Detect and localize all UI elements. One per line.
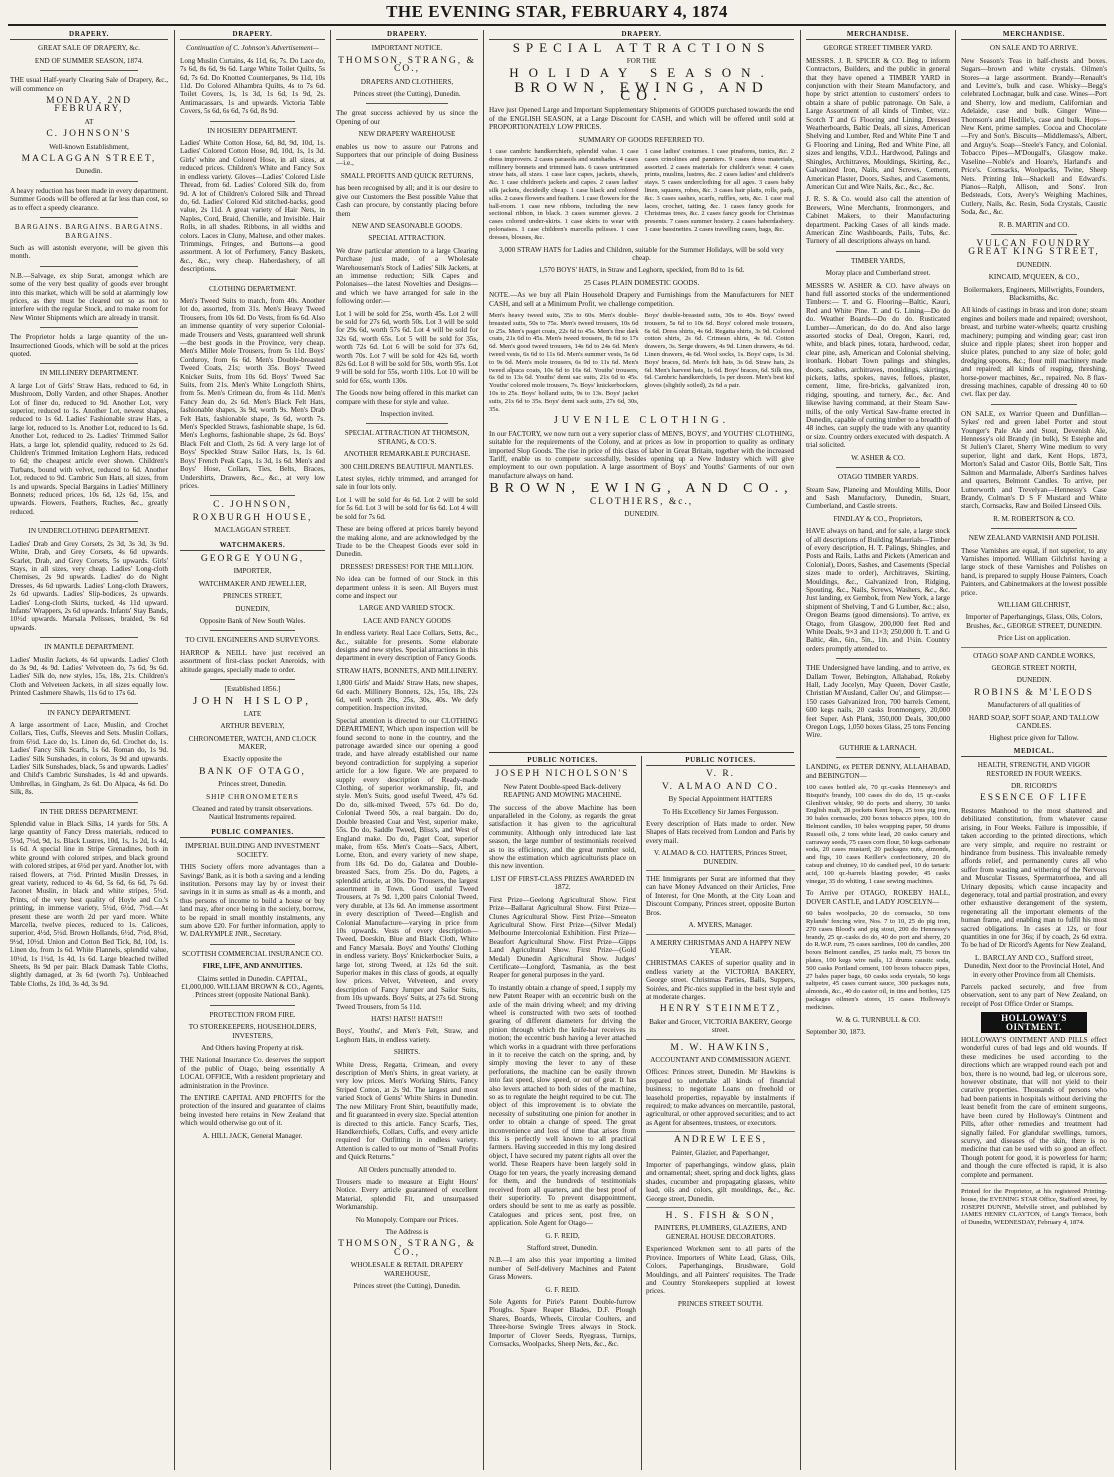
- ad-text: HARROP & NEILL have just received an assortment of first-class pocket Aneroids, with altitude gauges, specially made to order.: [180, 648, 325, 674]
- column-rule: [174, 30, 175, 1470]
- ad-text: 1,800 Girls' and Maids' Straw Hats, new shapes, 6d each. Millinery Bonnets, 12s, 15s, 18s, 22s 6d, well worth 20s, 25s, 30s, 40s. We defy competition. Inspection invited.: [336, 679, 478, 713]
- column-4: [489, 756, 636, 1470]
- ad-text: Moray place and Cumberland street.: [825, 269, 931, 278]
- ad-text: Boilermakers, Engineers, Millwrights, Founders, Blacksmiths, &c.: [963, 285, 1105, 302]
- ad-text: Every description of Hats made to order. New Shapes of Hats received from London and Paris by every mail.: [646, 820, 795, 845]
- ad-firm: VULCAN FOUNDRY GREAT KING STREET,: [968, 238, 1100, 258]
- column-3: [336, 30, 478, 1470]
- column-rule: [330, 30, 331, 1470]
- ad-text: To His Excellency Sir James Fergusson.: [662, 807, 779, 816]
- ad-heading: BARGAINS. BARGAINS. BARGAINS. BARGAINS.: [14, 223, 164, 240]
- ad-text: PAINTERS, PLUMBERS, GLAZIERS, AND GENERAL HOUSE DECORATORS.: [654, 1224, 787, 1241]
- column-rule: [800, 30, 801, 1470]
- ad-heading: GEORGE STREET TIMBER YARD.: [823, 44, 933, 53]
- royal-cipher: V. R.: [705, 769, 736, 780]
- ad-text: Manufacturers of all qualities of: [987, 701, 1081, 710]
- ad-text: Ladies' Muslin Jackets, 4s 6d upwards. Ladies' Cloth do 3s 9d, 4s 9d. Ladies' Velveteen do, 7s 6d, 9s 6d. Ladies' Silk do, new styles, 15s, 18s, 21s. Children's Cloth and Velveteen Jackets, in all sizes equally low. Printed Cashmere Shawls, 11s 6d to 17s 6d.: [10, 655, 168, 698]
- ad-signature: W. ASHER & CO.: [851, 453, 905, 462]
- ad-heading: STRAW HATS, BONNETS, AND MILLINERY.: [336, 666, 478, 675]
- ad-heading: JUVENILE CLOTHING.: [553, 415, 730, 427]
- column-header: PUBLIC NOTICES.: [646, 756, 795, 766]
- ad-text: FOR THE: [626, 56, 657, 65]
- ad-text: Trousers made to measure at Eight Hours' Notice. Every article guaranteed of excellent Material, splendid Fit, and unsurpassed Workmanship.: [336, 1177, 478, 1212]
- column-header: PUBLIC COMPANIES.: [180, 828, 325, 838]
- ad-text: CHRONOMETER, WATCH, AND CLOCK MAKER,: [188, 734, 317, 752]
- ad-text: New Patent Double-speed Back-delivery REAPING AND MOWING MACHINE.: [503, 782, 622, 800]
- ad-text: 3,000 STRAW HATS for Ladies and Children, suitable for the Summer Holidays, will be sold very cheap.: [499, 245, 784, 263]
- ad-text: [Established 1856.]: [224, 685, 281, 693]
- ad-heading: LANDING, ex PETER DENNY, ALLAHABAD, and BEBINGTON—: [806, 763, 950, 780]
- ad-firm: C. JOHNSON,: [213, 500, 292, 511]
- section-heading: IN MILLINERY DEPARTMENT.: [39, 369, 139, 378]
- ad-firm: BROWN, EWING, AND CO.: [514, 79, 769, 105]
- column-header: MERCHANDISE.: [961, 30, 1107, 40]
- ad-text: The Address is: [385, 1227, 429, 1236]
- ad-heading: HOLIDAY SEASON.: [509, 65, 774, 81]
- ad-text: A heavy reduction has been made in every department. Summer Goods will be offered at far less than cost, so as to effect a speedy clearance.: [10, 186, 168, 212]
- ad-text: N.B.—Salvage, ex ship Surat, amongst which are some of the very best quality of goods ever brought into this market, which will be sold at alarmingly low prices, as they must be cleared out so as not to interfere with the regular Stock, and to make room for New Winter Shipments which are already in transit.: [10, 271, 168, 322]
- section-rule: [489, 752, 794, 753]
- ad-text: Princes street (the Cutting), Dunedin.: [353, 90, 461, 99]
- masthead: THE EVENING STAR, FEBRUARY 4, 1874: [386, 2, 728, 21]
- ad-text: MESSRS W. ASHER & CO. have always on hand full assorted stocks of the undermentioned Timbers:— T. and G. Flooring—Baltic, Kauri, Red and White Pine. T. and G. Lining—Do do do. Weather Boards—Do do do. Rusticated Lumber—American, do do do. And also large assorted stocks of Deal, Oregon, Kauri, red, white, and black pines, totara, hardwood, cedar, clear pine, ash, American and Colonial shelving, ironbark. Hobart Town palings and shingles, doors, sashes, architraves, mouldings, skirtings, pickets, laths, spokes, naves, felloes, plaster, cement, lime, fire-bricks, galvanized iron, ridging, spouting, and turnery, &c., &c. And likewise having command, at their Steam Saw-mills, of the only Vertical Saw-frame erected in Dunedin, capable of cutting timber to a breadth of 48 inches, can supply the trade with any quantity or size. Country orders executed with despatch. A trial solicited.: [806, 281, 950, 450]
- ad-firm: V. ALMAO AND CO.: [661, 781, 780, 792]
- ad-text: Experienced Workmen sent to all parts of the Province. Importers of White Lead, Glass, Oils, Colors, Paperhangings, Brushware, Gold Mouldings, and all Painters' requisites. The Trade and Country Storekeepers supplied at lowest prices.: [646, 1245, 795, 1296]
- ad-street: PRINCES STREET SOUTH.: [677, 1299, 764, 1308]
- ad-text: THE Undersigned have landing, and to arrive, ex Dallam Tower, Bebington, Allahabad, Rokeby Hall, Lady Jocelyn, May Queen, Dover Castle, Christian M'Ausland, Caller Ou', and Glimpse:— 150 cases Galvanized Iron, 700 barrels Cement, 600 kegs nails, 20 casks Ironmongery, 20,000 feet Super. Ash Plank, 350,000 Deals, 300,000 Oregon Logs, 1,050 boxes Glass, 25 tons Fencing Wire.: [806, 664, 950, 740]
- ad-text: L. BARCLAY AND CO., Stafford street, Dunedin, Next door to the Provincial Hotel, And in every other Province from all Chemists.: [964, 953, 1104, 979]
- ad-text: The success of the above Machine has been unparalleled in the Colony, as regards the great satisfaction it has given to the agricultural community. Although only introduced late last season, the large number of testimonials received as to its efficiency, and the great number sold, show the estimation which agriculturists place on this new invention.: [489, 803, 636, 871]
- ad-text: By Special Appointment HATTERS: [668, 795, 773, 804]
- ad-heading: 300 CHILDREN'S BEAUTIFUL MANTLES.: [340, 462, 474, 471]
- ad-text: ON SALE, ex Warrior Queen and Dunfillan—Sykes' red and green label Porter and stout Younger's Pale Ale and Stout, Devenish Ale, Hennessy's old Brandy (in bulk), St Estephe and St Julien's Claret, Sherry Wine medium to very superior, light and dark, Kent Hops, 1873, Morton's Salad and Castor Oils, Bottle Salt, Tins Salmon and Marmalade, Albert's Sardines halves and quarters, Belmont Candles. To arrive, per Lutterworth and Trevelyan—Hennessy's Case Brandy, Colman's D S F Mustard and White starch, Cornsacks, Raw and Boiled Linseed Oils.: [961, 409, 1107, 511]
- column-header: DRAPERY.: [10, 30, 168, 40]
- ad-text: A large assortment of Lace, Muslin, and Crochet Collars, Ties, Cuffs, Sleeves and Sets. Muslin Collars, from 6½d. Lace do, 1s. Linen do, 6d. Crochet do, 1s. Ladies' Fancy Silk Scarfs, 1s 6d. Roman do, 1s 9d. Ladies' Silk Sunshades, in colors, 3s 9d and upwards. Ladies' Silk Sunshades, black, 5s and upwards. Ladies' and Child's Cambric Sunshades, 1s 4d and upwards. Umbrellas, in Gingham, 2s 6d. Do Alpaca, 4s 6d. Do Silk, 8s.: [10, 721, 168, 797]
- ad-text: MESSRS. J. R. SPICER & CO. Beg to inform Contractors, Builders, and the public in general that they have opened a TIMBER YARD in conjunction with their Steam Manufactory, and hope by strict attention to customers' orders to obtain a share of public patronage. On Sale, a Large Assortment of all kinds of Timber, viz.: Scotch T and G Flooring and Lining, Dressed Weatherboards, Baltic Deals, all sizes, American Shelving and Lumber, Red and White Pine T and G Flooring and Lining, Red and White Pine, all sizes and lengths, V.D.L. Hardwood, Palings and Shingles, Architraves, Mouldings, Skirting, &c., Galvanized Iron, Nails, and Screws, Cement, American Plaster, Doors, Sashes, and Casements, American Cut and Wire Nails, &c., &c., &c.: [806, 56, 950, 191]
- ad-signature: G. F. REID,: [545, 1231, 580, 1240]
- ad-text: Such as will astonish everyone, will be given this month.: [10, 243, 168, 261]
- ad-text: No Monopoly. Compare our Prices.: [355, 1215, 459, 1224]
- ad-text: Special attention is directed to our CLOTHING DEPARTMENT, Which upon inspection will be found second to none in the country, and the patronage awarded since our opening a good trade, and have already established our name beyond contradiction for supplying a superior article for a low figure. We are prepared to supply every description of Ready-made Clothing, of superior workmanship, fit, and style. Men's Suits, good useful Tweed, 47s 6d. Do do, silk-mixed Tweed, 57s 6d. Do do, Colonial Tweed 50s, a real bargain. Do do, Double breasted Coat and Vest, superior make, 55s. Do do, Saddle Tweed, Bliss's, and West of England make. Do do, Paget Coat, superior make, from 65s. Men's Coats—Sacs, Albert, Lorne, Eton, and every variety of new shape, from 18s 6d. Do do, Galatea and Double-breasted Sacs, from 25s. Do do, Pagets, a splendid article, at 30s. Do Trousers, the largest assortment in Town. Good useful Tweed Trousers, at 7s 9d. 1,200 pairs Colonial Tweed, very durable, at 13s 6d. An immense assortment in every description of Tweed—English and Colonial Manufacture—varying in price from 10s upwards. Vests of every description—Tweed, Doeskin, Blue and Black Cloth, White and Fancy Marsala. Boys' and Youths' Clothing in endless variety. Boys' Knickerbocker Suits, a large lot, strong Tweed, at 12s 6d the suit. Superior makes in this class of goods, at equally low prices. Velvet, Velveteen, and every description of Fancy Jumper and Sailor Suits, from 10s upwards. Boys' Suits, at 27s 6d. Strong Tweed Trousers, from 5s 11d.: [336, 716, 478, 1011]
- column-rule: [955, 30, 956, 1470]
- ad-text: To instantly obtain a change of speed, I supply my new Patent Reaper with an eccentric bush on the axle of the main driving wheel; and my driving wheel is constructed with two sets of toothed gearing of different diameters for driving the pinion through which the knife-bar receives its motion; the eccentric bush having a lever attached which works in a quadrant with three perforations in it to receive the catch on the spring, and, by simply moving the lever to any of these perforations, the machine can be easily thrown into fast speed, slow speed, or out of gear. It has also levers attached to both sides of the machine, so as to regulate the height required to be cut. The object of this improvement is to obviate the necessity of substituting one pinion for another in order to obtain a change of speed. The great inconvenience and loss of time that arises from this is perfectly well known to all practical farmers. Having succeeded in this my long desired object, I have secured my patent rights all over the world. These Reapers have been largely sold in Otago for ten years, the yearly increasing demand for them, and the hundreds of testimonials received from all quarters, and the best proof of their superiority. To prevent disappointment, orders should be sent to me as early as possible. Catalogues and prices sent, post free, on application. Sole Agent for Otago—: [489, 983, 636, 1228]
- ad-text: Steam Saw, Planeing and Moulding Mills, Door and Sash Manufactory, Dunedin, Stuart, Cumberland, and Castle streets.: [806, 485, 950, 511]
- ad-firm: THOMSON, STRANG, & CO.,: [338, 55, 476, 75]
- ad-text: Latest styles, richly trimmed, and arranged for sale in four lots only.: [336, 475, 478, 492]
- ad-text: The ENTIRE CAPITAL AND PROFITS for the protection of the insured and guarantee of claims being invested here retains in New Zealand that which would otherwise go out of it.: [180, 1094, 325, 1128]
- ad-heading: DRESSES! DRESSES! FOR THE MILLION.: [340, 562, 474, 571]
- section-heading: SUMMARY OF GOODS REFERRED TO.: [578, 135, 705, 144]
- ad-text: New Season's Teas in half-chests and boxes. Sugars—brown and white crystals. Oilmen's Stores—a large assortment. Brandy—Renault's and Levitte's, bulk and case. Whisky—Begg's celebrated Lochnagar, bulk and case. Wines—Port and Sherry, low and medium, Californian and Adelaide, case and bulk. Ginger Wine—Thomson's and Hedille's, case and bulk. Hops—New Kent, prime samples. Cocoa and Chocolate—Fry and Son's. Biscuits—Middlemass's, Albert, and Arguy's. Soap—Steele's Fancy, and Colonial. Tobacco Pipes—M'Dougall's, Glasgow make. Vaseline—Noble's and Hoare's, Harland's and Price's. Cornsacks, Woolpacks, Twine, Sheep Nets. Printing Ink—Shackell and Edward's. Pianos—Ralph, Allison, and Sons'. Iron Bedsteads, Cots, Avery's Weighing Machines, Cutlery, Nails, &c. Resin, Soda Crystals, Caustic Soda, &c., &c.: [961, 56, 1107, 217]
- ad-text: DUNEDIN.: [1016, 260, 1052, 269]
- ad-text: Ladies' Drab and Grey Corsets, 2s 3d, 3s 3d, 3s 9d. White, Drab, and Grey Corsets, 4s 6d upwards. Scarlet, Drab, and Grey Corsets, 5s upwards. Girls' Stays, in all sizes, very cheap. Ladies' Long-cloth Chemises, 2s 9d upwards. Ladies' do do Night Dresses, 4s 6d upwards. Ladies' Long-cloth Drawers, 2s 6d upwards. Ladies' Slip-bodices, 2s upwards. Ladies' Long-cloth Skirts, tucked, 4s 11d upward. Infants' Wrappers, 2s 6d upwards. Infants' Stay Bands, 10½d upwards. Marsala Pelisses, braided, 9s 6d upwards.: [10, 539, 168, 632]
- ad-text: The Proprietor holds a large quantity of the un-Insurrectioned Goods, which will be sold at the prices quoted.: [10, 333, 168, 358]
- ad-signature: G. F. REID.: [545, 1285, 580, 1294]
- ad-firm: M. W. HAWKINS,: [670, 1042, 771, 1053]
- ad-text: Restores Manhood to the most shattered and debilitated constitution, from whatever cause arising, in Four Weeks. Failure is impossible, if taken according to the printed directions, which are very simple, and require no restraint or hindrance from business. This invaluable remedy affords relief, and permanently cures all who suffer from wasting and withering of the Nervous and Muscular Tissues, Spermatorrhoea, and all Urinary deposits, which cause incapacity and degeneracy, total and partial prostration, and every other exhaustive derangement of the system, regenerating all the important elements of the human frame, and enabling man to fulfil his most sacred obligations. In cases at 12s, or four quantities in one for 36s; if by coach, 2s 6d extra. To be had of Dr Ricord's Agents for New Zealand,: [961, 806, 1107, 950]
- ad-text: HAVE always on hand, and for sale, a large stock of all descriptions of Building Materials—Timber of every description, H. T. Palings, Shingles, and Posts and Rails, Laths and Pickets (American and Colonial), Doors, Sashes, and Casements (Special sizes made to order), Architraves, Skirting, Mouldings, &c., Galvanized Iron, Ridging, Spouting, &c., Nails, Screws, Washers, &c., &c. Just landing, ex Gembok, from New York, a large shipment of Shelving, T and G Lumber, &c.; also, Oregon Beams (good dimensions). To arrive, ex Otago, from Glasgow, 200,000 feet Red and White Deals, 9×3 and 11×3; 250,000 ft. T. and G Baltic, 4in., 6in., 5in., 1in. and 1¼in. Country orders promptly attended to.: [806, 527, 950, 653]
- ad-text: WATCHMAKER AND JEWELLER,: [198, 579, 307, 588]
- ad-heading: TO CIVIL ENGINEERS AND SURVEYORS.: [185, 636, 320, 645]
- ad-text: Lot 1 will be sold for 4s 6d. Lot 2 will be sold for 5s 6d. Lot 3 will be sold for 6s 6d. Lot 4 will be sold for 7s 6d.: [336, 495, 478, 521]
- ad-text: Men's Tweed Suits to match, from 40s. Another lot do, assorted, from 31s. Men's Heavy Tweed Trousers, from 10s 6d. Do Vests, from 6s 6d. Also an immense quantity of very superior Colonial-made Trousers and Vests, guaranteed well shrunk—the best goods in the Province, very cheap. Men's Miller Mole Trousers, from 5s 11d. Boys' Corduroy, from 6s 6d. Men's Double-breasted Tweed Coats, 21s; worth 35s. Boys' Tweed Knicker Suits, from 10s 6d. Boys' Tweed Sac Suits, from 21s. Men's White Longcloth Shirts, from 5s. Men's Crimean do, from 4s 11d. Men's Fancy Jean do, 2s 6d. Men's Black Felt Hats, fashionable shapes, 3s 9d, worth 9s. Men's Drab Felt Hats, fashionable shape, 3s 6d, worth 7s. Men's Speckled Straws, fashionable shape, 1s 6d. Men's Leghorns, fashionable shape, 2s 6d. Boys' Black Felt and Cloth, 2s 6d. A very large lot of Boys' Speckled Straw Sailor Hats, 1s, 1s 6d. Boys' French Peak Caps, 1s 3d, 1s 6d. Men's and Boys' Hose, Collars, Ties, Belts, Braces, Undershirts, Drawers, &c., &c., at very low prices.: [180, 296, 325, 490]
- ad-street: MACLAGGAN STREET.: [214, 526, 291, 535]
- ad-street: MACLAGGAN STREET,: [21, 154, 157, 165]
- column-header: DRAPERY.: [489, 30, 794, 40]
- column-header: DRAPERY.: [336, 30, 478, 40]
- ad-text: DUNEDIN.: [624, 510, 659, 519]
- ad-firm: FINDLAY & CO., Proprietors,: [833, 514, 923, 523]
- ad-text: 100 cases bottled ale, 70 qr.-casks Hennessy's and Bisquit's brandy, 100 cases do do do, 15 qr.-casks Glenlivet whisky, 90 do ports and sherry, 30 tanks English malt, 28 pockets Kent hops, 25 tons pig iron, 30 bales cornsacks, 200 boxes tobacco pipes, 100 do Belmont candles, 10 bales wrapping paper, 50 drums Russell oils, 2 tons white lead, 20 casks canary and carraway seeds, 75 cases corn flour, 50 kegs carbonate soda, 20 cases mustard, 20 packages nuts, almonds, and figs, 10 cases Keiller's confectionery, 20 do catsup and chutney, 10 do candied peel, 10 do tartaric acid, 100 qr.-barrels blasting powder, 45 casks vinegar, 35 do whiting, 1 case sewing machines.: [806, 784, 950, 885]
- ad-text: 25 Cases PLAIN DOMESTIC GOODS.: [583, 278, 700, 287]
- ad-heading: SMALL PROFITS AND QUICK RETURNS,: [340, 171, 474, 180]
- ad-text: N.B.—I am also this year importing a limited number of Self-delivery Machines and Patent Grass Mowers.: [489, 1256, 636, 1282]
- column-header: DRAPERY.: [180, 30, 325, 40]
- ad-signature: A. HILL JACK, General Manager.: [202, 1131, 303, 1140]
- ad-text: The great success achieved by us since the Opening of our: [336, 109, 478, 126]
- ad-text: In our FACTORY, we now turn out a very superior class of MEN'S, BOYS', and YOUTHS' CLOTHING, suitable for the requirements of the Colony, and at prices as low in proportion to quality as ordinary imported Slop Goods. The rise in price of this class of labor in Great Britain, together with the increased Tariff, enable us to compete successfully, besides opening up a New Industry which will give employment to our own population. A large assortment of Boys' and Youths' Garments of our own manufacture always on hand.: [489, 429, 794, 480]
- ad-text: First Prize—Geelong Agricultural Show. First Prize—Ballarat Agricultural Show. First Prize—Clunes Agricultural Show. First Prize—Smeaton Agricultural Show. First Prize—(Silver Medal) Melbourne Intercolonial Exhibition. First Prize—Beaufort Agricultural Show. First Prize—Gipps Land Agricultural Show. First Prize—(Gold Medal) Dunedin Agricultural Show. Judges' Certificate—Longford, Tasmania, as the best Reaper for general purposes in the yard.: [489, 895, 636, 980]
- ad-text: TO STOREKEEPERS, HOUSEHOLDERS, INVESTERS,: [188, 1023, 317, 1040]
- ad-heading: NEW DRAPERY WAREHOUSE: [358, 130, 456, 139]
- ad-text: FIRE, LIFE, AND ANNUITIES.: [202, 962, 303, 971]
- ad-text: Opposite Bank of New South Wales.: [199, 616, 306, 625]
- ad-text: 60 bales woolpacks, 20 do cornsacks, 50 tons Rylands' fencing wire, Nos. 7 to 10, 25 do pig iron, 270 cases Blood's and pig stout, 200 do Hennessy's brandy, 25 qr.-casks do do, 40 do port and sherry, 20 do R.W.P. rum, 75 cases sardines, 100 do candles, 200 boxes Belmont candles, 25 tanks malt, 75 boxes tin plates, 100 kegs wire nails, 12 drums caustic soda, 500 casks Portland cement, 100 boxes tobacco pipes, 27 bales paper bags, 60 casks soda crystals, 50 kegs saltpetre, 45 cases currant sauce, 300 packages nuts, almonds, &c., 40 do castor oil, in tins and bottles, 125 packages oilmen's stores, 15 cases Holloway's medicines.: [806, 910, 950, 1011]
- ad-firm: THOMSON, STRANG, & CO.,: [338, 1239, 476, 1258]
- ad-text: Claims settled in Dunedin. CAPITAL, £1,000,000. WILLIAM BROWN & CO., Agents, Princes street (opposite National Bank).: [181, 974, 324, 1000]
- column-1: [10, 30, 168, 1470]
- ad-text: THIS Society offers more advantages than a Savings' Bank, as it is both a saving and a lending institution. Persons may lay by or invest their savings in it in sums as small as 4s a month, and thus persons of income to build a house or buy land may, after once being in the society, borrow, to be repaid in small monthly instalments, any sum above £20. For further information, apply to W. DALRYMPLE JNR., Secretary.: [180, 863, 325, 939]
- ad-text: We draw particular attention to a large Clearing Purchase just made, of a Wholesale Warehouseman's Stock of Ladies' Silk Jackets, at an immense reduction; Silk Capes and Polonaises—the latest Novelties and Designs—and which we have arranged for sale in the following order:—: [336, 246, 478, 306]
- ad-text: GEORGE STREET NORTH,: [991, 664, 1077, 672]
- ad-signature: R. B. MARTIN and CO.: [998, 220, 1070, 229]
- clothing-list-left: Men's heavy tweed suits, 35s to 60s. Men's double-breasted suits, 50s to 75s. Men's tweed trousers, 10s 6d to 25s. Men's paget coats, 22s 6d to 45s. Men's fine dark coats, 21s 6d to 45s. Men's tweed trousers, 8s 6d to 17s 6d. Men's good tweed trousers, 14s 6d to 24s 6d. Men's tweed vests, 6s 6d to 11s 6d. Men's summer vests, 5s 6d to 9s 6d. Men's mole trousers, 6s 9d to 11s 6d. Men's tweed alpaca coats, 10s 6d to 16s 6d. Youths' trousers, 6s 6d to 13s 6d. Youths' demi sac suits, 21s 6d to 45s. Youths' colored mole trousers, 7s. Boys' knickerbockers, 10s to 25s. Boys' holland suits, 9s to 13s. Boys' jacket suits, 21s 6d to 35s. Boys' demi sack suits, 27s 6d, 30s, 35s.: [489, 312, 639, 413]
- ad-text: THE Immigrants per Surat are informed that they can have Money Advanced on their Articles, Free of Interest, for One Month, at the City Loan and Discount Company, Princes street, opposite Burton Bros.: [646, 875, 795, 917]
- ad-firm: GEORGE YOUNG,: [200, 553, 305, 564]
- holloway-banner: HOLLOWAY'S OINTMENT.: [981, 1012, 1087, 1033]
- ad-heading: To Arrive per OTAGO, ROKEBY HALL, DOVER CASTLE, and LADY JOSCELYN—: [806, 889, 950, 906]
- ad-heading: NEW AND SEASONABLE GOODS.: [351, 221, 463, 230]
- ad-text: Importer of paperhangings, window glass, plain and ornamental; sheet, spring and dock lights, glass shades, cucumber and propagating glasses, white lead, oils and colors, gilt mouldings, &c., &c. George street, Dunedin.: [646, 1161, 795, 1203]
- ad-text: Cleaned and rated by transit observations. Nautical Instruments repaired.: [192, 805, 313, 822]
- ad-text: ACCOUNTANT AND COMMISSION AGENT.: [650, 1055, 791, 1064]
- ad-heading: SCOTTISH COMMERCIAL INSURANCE CO.: [181, 949, 324, 958]
- ad-text: A large Lot of Girls' Straw Hats, reduced to 6d, in Mushroom, Dolly Varden, and other Shapes. Another Lot of finer do, reduced to 9d. Another Lot, very superior, reduced to 1s. Another Lot, newest shapes, reduced to 1s 6d. Ladies' Fashionable straw Hats, a large lot, reduced to 1s. Another Lot, reduced to 1s 6d. Another Lot, reduced to 2s. Ladies' Trimmed Sailor Hats, a large lot, splendid quality, reduced to 2s 6d. Children's Trimmed Imitation Leghorn Hats, reduced to 6d; the cheapest article ever shown. Children's Turbans, bound with velvet, reduced to 6d. Another Lot, reduced to 9d. Cambric Sun Hats, all sizes, from 1s and upwards. Special Bargains in Ladies' Millinery Bonnets; reduced prices, 10s 6d, 12s 6d, 15s, and upwards. Flowers, Feathers, Ruches, &c., greatly reduced.: [10, 381, 168, 516]
- ad-heading: ON SALE AND TO ARRIVE.: [989, 44, 1079, 53]
- ad-text: Inspection invited.: [380, 410, 434, 419]
- clothing-list-right: Boys' double-breasted suits, 30s to 40s. Boys' tweed trousers, 5s 6d to 10s 6d. Boys' colored mole trousers, 6s 6d. Dress shirts, 4s 6d. Regatta shirts, 3s 9d. Colored cotton shirts, 2s 6d. Crimean shirts, 4s 6d. Cotton drawers, 3s. Serge drawers, 4s 9d. Linen drawers, 4s 6d. Linen drawers, 4s 6d. Wool socks, 1s. Boys' caps, 1s 3d. Boys' braces, 6d. Men's felt hats, 3s 6d. Straw hats, 2s 6d. Men's harvest hats, 1s 6d. Boys' braces, 6d. Silk ties, 6d. Cambric handkerchiefs, 1s per dozen. Men's best kid gloves (slightly soiled), 2s 6d a pair.: [644, 312, 794, 390]
- column-2: [180, 30, 325, 1470]
- ad-heading: HARD SOAP, SOFT SOAP, AND TALLOW CANDLES.: [968, 713, 1100, 731]
- ad-heading: NEW ZEALAND VARNISH AND POLISH.: [968, 534, 1100, 543]
- section-heading: IN UNDERCLOTHING DEPARTMENT.: [28, 527, 150, 536]
- ad-heading: LACE AND FANCY GOODS: [363, 616, 451, 625]
- ad-text: J. R. S. & Co. would also call the attention of Brewers, Wine Merchants, Ironmongers, and Cabinet Makers, to their Manufacturing department. Packing Cases of all kinds made. American Zinc Washboards, Pails, Tubs, &c. Turnery of all descriptions always on hand.: [806, 195, 950, 246]
- ad-text: And Others having Property at risk.: [201, 1044, 304, 1052]
- ad-text: Importer of Paperhangings, Glass, Oils, Colors, Brushes, &c., GEORGE STREET, DUNEDIN.: [965, 613, 1103, 630]
- ad-text: DUNEDIN.: [1016, 676, 1052, 685]
- ad-firm: ANDREW LEES,: [674, 1135, 767, 1146]
- ad-title: GREAT SALE OF DRAPERY, &c.: [38, 44, 140, 53]
- ad-firm: KINCAID, M'QUEEN, & CO.,: [988, 273, 1080, 282]
- ad-text: IMPORTER,: [233, 567, 272, 576]
- ad-text: Splendid value in Black Silks, 14 yards for 50s. A large quantity of Fancy Dress materials, reduced to 5½d, 7½d, 9d, 1s. Black Lustres, 10d, 1s, 1s 2d, 1s 4d, 1s 6d. A special line in Stripe Grenadines, both in white ground with colored stripes, and black ground with colored stripes, at 6½d per yard. Another lot, with raised flowers, at 7½d. Printed Muslin Dresses, in great variety, reduced to 4s 6d, 5s 6d, 6s 6d, 7s 6d. Jaconet Muslin, in black and white stripes, 5½d. Prints, of the very best quality of Hoyle and Co.'s printing, in immense variety, 5½d, 6½d, 7½d.—At present these are worth 2d per yard more. White Marcella, twelve pieces, reduced to 1s. Calicoes, superior, 4½d, 5½d. Brown Hollands, 6½d, 7½d, 8½d, 9½d, 10½d. Union and Cotton Bed Tick, 8d, 10d, 1s. Linen do, from 1s 6d. White Flannels, splendid value, 10½d, 1s 1½d, 1s 4d, 1s 6d. Large bleached twilled Sheets, 8s 9d per pair. Black Damask Table Cloths, slightly damaged, at 3s 6d (worth 7s). Unbleached Table Cloths, 2s 10d, 3s 4d, 3s 9d.: [10, 820, 168, 988]
- ad-firm: ROXBURGH HOUSE,: [192, 512, 313, 523]
- ad-firm: JOSEPH NICHOLSON'S: [495, 769, 630, 780]
- column-header: WATCHMAKERS.: [180, 541, 325, 551]
- column-header: MERCHANDISE.: [806, 30, 950, 40]
- ad-text: Offices: Princes street, Dunedin. Mr Hawkins is prepared to undertake all kinds of financial business; to negotiate Loans on freehold or leasehold properties, repayable by instalments if required; to make advances on mercantile, pastoral, agricultural, or other approved securities; and to act as Agent for absentees, trustees, or executors.: [646, 1068, 795, 1127]
- ad-text: The Goods now being offered in this market can compare with these for style and value.: [336, 389, 478, 406]
- ad-signature: W. & G. TURNBULL & CO.: [835, 1015, 921, 1024]
- section-heading: IN HOSIERY DEPARTMENT.: [207, 126, 298, 135]
- ad-text: CLOTHIERS, &c.,: [589, 496, 694, 507]
- ad-text: AT: [84, 117, 94, 126]
- ad-heading: HEALTH, STRENGTH, AND VIGOR RESTORED IN FOUR WEEKS.: [977, 761, 1091, 778]
- ad-heading: SPECIAL ATTRACTIONS: [512, 40, 771, 56]
- column-6: [806, 30, 950, 1470]
- ad-text: Exactly opposite the: [223, 755, 282, 764]
- ad-text: Princes street (the Cutting), Dunedin.: [353, 1282, 461, 1290]
- ad-signature: V. ALMAO & CO. HATTERS, Princes Street, DUNEDIN.: [653, 849, 788, 866]
- ad-text: Painter, Glazier, and Paperhanger,: [671, 1148, 770, 1157]
- ad-text: Boys', Youths', and Men's Felt, Straw, and Leghorn Hats, in endless variety.: [336, 1027, 478, 1044]
- ad-text: DUNEDIN,: [235, 604, 270, 613]
- ad-text: DRAPERS AND CLOTHIERS,: [360, 77, 454, 86]
- goods-list-right: 1 case ladies' costumes. 1 case pinafores, tunics, &c. 2 cases crinolines and panniers. 9 cases dress materials, assorted. 2 cases materials for children's wear. 4 cases prints, muslins, lustres, &c. 2 cases ladies' and children's stays. 5 cases underclothing for all ages. 3 cases baby linen, squares, robes, &c. 3 cases hair plaits, rolls, pads, &c. 3 cases sashes, scarfs, ruffles, sets, &c. 1 case real laces, crochet, tatting, &c. 1 cases fancy goods for Christmas trees, &c. 2 cases fancy goods for Christmas presents. 7 cases summer hosiery. 2 cases haberdashery. 1 case bassinettes. 2 cases travelling cases, bags, &c.: [644, 148, 794, 234]
- column-rule: [483, 30, 484, 1470]
- ad-text: NOTE.—As we buy all Plain Household Drapery and Furnishings from the Manufacturers for NET CASH, and sell at a Minimum Profit, we challenge competition.: [489, 291, 794, 308]
- printer-imprint: Printed for the Proprietor, at his registered Printing-house, the EVENING STAR Office, Stafford street, by JOSEPH DUNNE, Melville street, and published by JAMES HENRY CLAYTON, of Lang's Terrace, both of Dunedin, WEDNESDAY, February 4, 1874.: [961, 1187, 1107, 1227]
- ad-text: These are being offered at prices barely beyond the making alone, and are acknowledged by the Trade to be the Cheapest Goods ever sold in Dunedin.: [336, 525, 478, 559]
- ad-heading: IMPERIAL BUILDING AND INVESTMENT SOCIETY.: [185, 842, 320, 859]
- column-5: [646, 756, 795, 1470]
- ad-firm: C. JOHNSON'S: [46, 129, 132, 140]
- ad-heading: OTAGO TIMBER YARDS.: [837, 473, 919, 482]
- ad-signature: GUTHRIE & LARNACH.: [839, 743, 917, 752]
- ad-date: MONDAY, 2ND FEBRUARY,: [46, 96, 132, 115]
- ad-text: Stafford street, Dunedin.: [527, 1243, 598, 1252]
- ad-signature: R. M. ROBERTSON & CO.: [993, 514, 1075, 523]
- ad-heading: ANOTHER REMARKABLE PURCHASE.: [343, 450, 471, 459]
- column-header: PUBLIC NOTICES.: [489, 756, 636, 766]
- ad-heading: IMPORTANT NOTICE.: [371, 44, 443, 53]
- ad-text: Long Muslin Curtains, 4s 11d, 6s, 7s. Do Lace do, 7s 6d, 8s 6d, 9s 6d. Large White Toilet Quilts, 5s 6d, 7s 6d. Do Knotted Counterpanes, 9s 11d, 10s 11d. Do Colored Alhambra Quilts, 4s to 7s 6d. Toilet Covers, 1s, 1s 3d, 1s 6d, 1s 9d, 2s. Antimacassars, 1s and upwards. Victoria Table Covers, 5s 6d, 6s 6d, 7s 6d, 8s 9d.: [180, 56, 325, 116]
- ad-title: END OF SUMMER SEASON, 1874.: [34, 56, 144, 65]
- ad-continuation: Continuation of C. Johnson's Advertisement—: [186, 44, 319, 53]
- ad-text: Sole Agents for Pirie's Patent Double-furrow Ploughs. Spare Reaper Blades, D.F. Plough Shares, Boards, Wheels, Circular Coulters, and Three-horse Swingle Trees always in Stock. Importer of Clover Seeds, Ryegrass, Turnips, Cornsacks, Woolpacks, Sheep Nets, &c., &c.: [489, 1297, 636, 1348]
- ad-firm: WILLIAM GILCHRIST,: [997, 600, 1071, 609]
- ad-text: ARTHUR BEVERLY,: [220, 722, 285, 731]
- ad-text: White Dress, Regatta, Crimean, and every description of Men's Shirts, in great variety, at very low prices. Men's Working Shirts, Fancy Striped Cotton, at 2s 9d. The largest and most varied Stock of Gents' White Shirts in Dunedin. The new Military Front Shirt, beautifully made, and fit guaranteed in every size. Special attention is directed to this article. Fancy Scarfs, Ties, Handkerchiefs, Collars, Cuffs, and every article required for Outfitting in endless variety. Attention is called to our motto of "Small Profits and Quick Returns.": [336, 1060, 478, 1162]
- ad-text: Well-known Establishment,: [49, 142, 129, 151]
- section-heading: LIST OF FIRST-CLASS PRIZES AWARDED IN 1872.: [490, 874, 635, 892]
- ad-text: THE usual Half-yearly Clearing Sale of Drapery, &c., will commence on: [10, 76, 168, 93]
- ad-text: All kinds of castings in brass and iron done; steam engines and boilers made and repaired; overshoot, breast, and turbine water-wheels; quartz crushing machinery; pumping and winding gear; cast iron sluice and ripple plates; sheet iron hopper and sluice plates, punched to any size of hole; gold dredging spoons, &c.; flour mill machinery made and repaired; all kinds of reaping, threshing, horse-power machines, &c., repaired. No. 8 flax-dressing machines, capable of dressing 40 to 60 cwt. flax per day.: [961, 306, 1107, 399]
- section-heading: CLOTHING DEPARTMENT.: [208, 284, 296, 293]
- ad-firm: ROBINS & M'LEODS: [974, 687, 1094, 698]
- ad-text: DR. RICORD'S: [1010, 782, 1058, 791]
- ad-text: Dunedin.: [75, 167, 103, 176]
- column-7: [961, 30, 1107, 1470]
- ad-text: WHOLESALE & RETAIL DRAPERY WAREHOUSE,: [350, 1261, 464, 1278]
- ad-heading: SHIRTS.: [393, 1048, 421, 1057]
- ad-text: In endless variety. Real Lace Collars, Setts, &c., &c., suitable for presents. Some elaborate designs and new styles. Special attractions in this department in every description of Fancy Goods.: [336, 629, 478, 663]
- ad-text: Princes street, Dunedin.: [218, 780, 287, 789]
- column-header: MEDICAL.: [961, 747, 1107, 757]
- ad-text: No idea can be formed of our Stock in this department unless it is seen. All Buyers must come and inspect our: [336, 575, 478, 600]
- ad-text: Price List on application.: [997, 634, 1071, 643]
- ad-heading: OTAGO SOAP AND CANDLE WORKS,: [973, 651, 1095, 660]
- ad-heading: PROTECTION FROM FIRE.: [209, 1010, 296, 1019]
- ad-text: Lot 1 will be sold for 25s, worth 45s. Lot 2 will be sold for 27s 6d, worth 50s. Lot 3 will be sold for 29s 6d, worth 57s 6d. Lot 4 will be sold for 32s 6d, worth 65s. Lot 5 will be sold for 35s, worth 72s 6d. Lot 6 will be sold for 37s 6d, worth 70s. Lot 7 will be sold for 42s 6d, worth 82s 6d. Lot 8 will be sold for 50s, worth 95s. Lot 9 will be sold for 55s, worth 110s. Lot 10 will be sold for 65s, worth 130s.: [336, 309, 478, 385]
- goods-list-left: 1 case cambric handkerchiefs, splendid value. 1 case dress improvers. 2 cases parasols and sunshades. 4 cases millinery bonnets and trimmed hats. 6 cases untrimmed straw hats, all sizes. 1 case lace capes, jackets, shawls, &c. 1 case children's jackets and capes. 2 cases ladies' silk jackets, decidedly cheap. 1 case black and colored silks. 2 cases flowers and feathers. 1 case flowers for the ball-room. 1 case new ribbons, including the new sectional ribbon, in black. 3 cases summer gloves. 2 cases colored under-skirts. 1 case skirts to wear with polonaises. 1 case children's marcella pelisses. 1 case dresses, blouses, &c.: [489, 148, 639, 241]
- ad-text: PRINCES STREET,: [223, 592, 282, 601]
- masthead-rule: [8, 24, 1106, 26]
- ad-text: 1,570 BOYS' HATS, in Straw and Leghorn, speckled, from 8d to 1s 6d.: [538, 266, 745, 275]
- ad-heading: TIMBER YARDS,: [850, 256, 906, 265]
- ad-text: THE National Insurance Co. deserves the support of the public of Otago, being essentially A LOCAL OFFICE, With a resident proprietary and administration in the Province.: [180, 1056, 325, 1090]
- ad-firm: BROWN, EWING, AND CO.,: [489, 481, 794, 497]
- ad-heading: A MERRY CHRISTMAS AND A HAPPY NEW YEAR.: [650, 938, 791, 955]
- ad-firm: HENRY STEINMETZ,: [659, 1004, 782, 1015]
- column-rule: [641, 756, 642, 1470]
- ad-text: CHRISTMAS CAKES of superior quality and in endless variety at the VICTORIA BAKERY, George street. Christmas Parties, Balls, Suppers, Soirées, and Pic-nics supplied in the best style and at moderate charges.: [646, 959, 795, 1001]
- ad-text: Parcels packed securely, and free from observation, sent to any part of New Zealand, on receipt of Post Office Order or Stamps.: [961, 983, 1107, 1008]
- ad-text: BANK OF OTAGO,: [199, 766, 306, 777]
- ad-text: September 30, 1873.: [806, 1028, 866, 1037]
- ad-heading: HATS! HATS!! HATS!!!: [371, 1015, 443, 1024]
- ad-firm: JOHN HISLOP,: [193, 695, 312, 708]
- section-heading: IN THE DRESS DEPARTMENT.: [40, 807, 138, 816]
- ad-text: Baker and Grocer, VICTORIA BAKERY, George street.: [649, 1017, 792, 1035]
- ad-text: Have just Opened Large and Important Supplementary Shipments of GOODS purchased towards the end of the ENGLISH SEASON, at a Large Discount for CASH, and which will be offered until sold at PROPORTIONATELY LOW PRICES.: [489, 106, 794, 132]
- ad-text: HOLLOWAY'S OINTMENT AND PILLS effect wonderful cures of bad legs and old wounds. If these medicines be used according to the directions which are wrapped round each pot and box, there is no wound, bad leg, or ulcerous sore, however obstinate, that will not yield to their curative properties. Thousands of persons who had been patients in hospitals without deriving the least benefit from the care of eminent surgeons, have been cured by Holloway's Ointment and Pills, after other remedies and treatment had signally failed. For glandular swellings, tumors, scurvy, and diseases of the skin, there is no medicine that can be used with so good an effect. Though potent for good, it is powerless for harm; and though the cure effected is rapid, it is also complete and permanent.: [961, 1036, 1107, 1179]
- ad-signature: A. MYERS, Manager.: [688, 921, 753, 930]
- brown-ewing-ad: [489, 30, 794, 750]
- ad-firm: ESSENCE OF LIFE: [979, 793, 1089, 804]
- ad-text: enables us now to assure our Patrons and Supporters that our principle of doing Business—i.e.,: [336, 142, 478, 168]
- section-heading: SPECIAL ATTRACTION AT THOMSON, STRANG, & CO.'S.: [344, 429, 470, 446]
- ad-text: These Varnishes are equal, if not superior, to any Varnishes imported. William Gilchrist having a large stock of these Varnishes and Polishes on hand, is prepared to supply House Painters, Coach Painters, and Cabinetmakers at the lowest possible price.: [961, 546, 1107, 597]
- ad-text: LATE: [243, 709, 262, 718]
- ad-firm: H. S. FISH & SON,: [665, 1211, 776, 1222]
- ad-heading: All Orders punctually attended to.: [357, 1165, 456, 1174]
- ad-text: Highest price given for Tallow.: [989, 734, 1079, 743]
- section-heading: IN MANTLE DEPARTMENT.: [44, 643, 134, 652]
- section-heading: SPECIAL ATTRACTION.: [368, 234, 446, 243]
- ad-text: has been recognised by all; and it is our desire to give our Customers the Best possible Value that Cash can procure, by constantly placing before them: [336, 184, 478, 218]
- ad-text: Ladies' White Cotton Hose, 6d, 8d, 9d, 10d, 1s. Ladies' Colored Cotton Hose, 8d, 10d, 1s, 1s 3d. Girls' white and Colored Hose, in all sizes, at reduced prices. Children's White and Fancy Sox in endless variety. Gloves—Ladies' Colored Lisle Thread, from 6d. Ladies' Colored Silk do, from 9d. A lot of Children's Colored Silk and Thread do, 6d. Ladies' Colored Kid stitched-backs, good value, 2s 11d. A great variety of Hair Nets, in Naples, Cord, Braid, Chenille, and Invisible. Hair Rolls, in all shades. Ribbons, in all widths and colors. Laces in Cluny, Maltese, and other makes. Trimmings, Fringes, and Buttons—a good assortment. A lot of Perfumery, Fancy Baskets, &c., &c., very cheap. Haberdashery, of all descriptions.: [180, 139, 325, 274]
- ad-text: SHIP CHRONOMETERS: [206, 792, 299, 801]
- ad-heading: LARGE AND VARIED STOCK.: [359, 604, 455, 613]
- section-heading: IN FANCY DEPARTMENT.: [47, 708, 131, 717]
